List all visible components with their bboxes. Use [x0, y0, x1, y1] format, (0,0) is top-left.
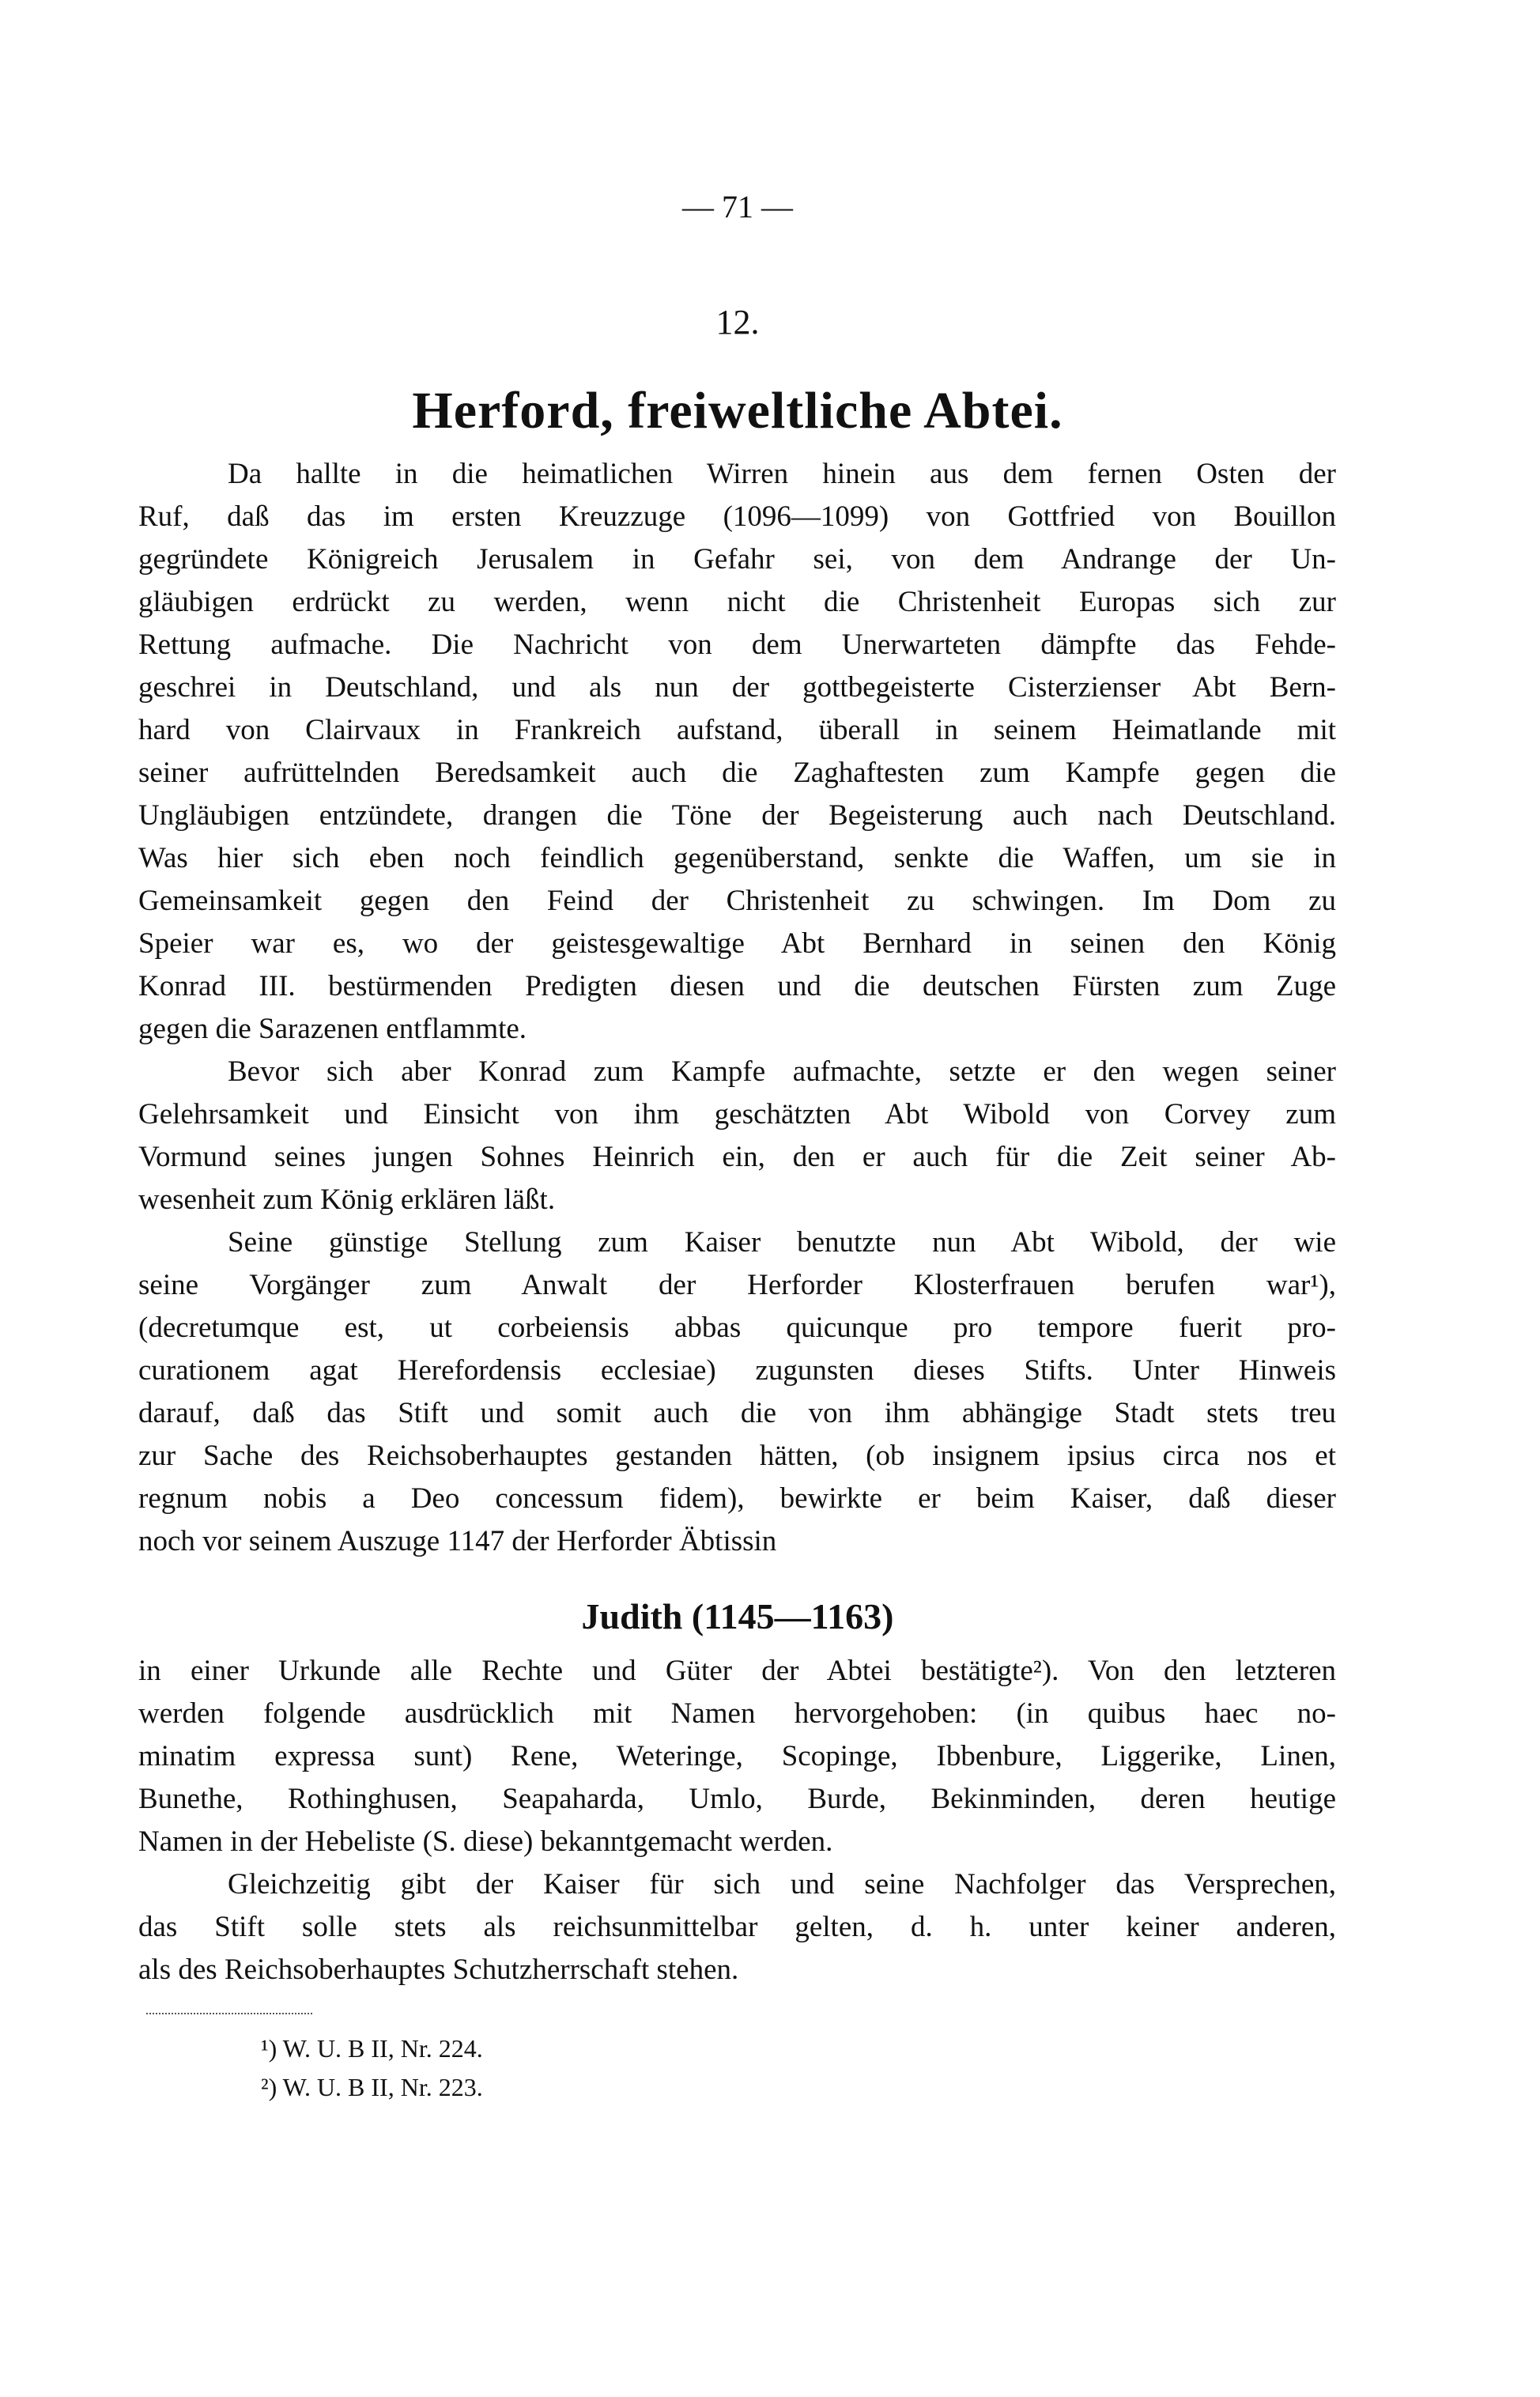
text-line: Vormund seines jungen Sohnes Heinrich ein, den er auch für die Zeit seiner Ab- — [138, 1141, 1336, 1173]
text-line: Bevor sich aber Konrad zum Kampfe aufmachte, setzte er den wegen seiner — [228, 1055, 1336, 1088]
text-line: seine Vorgänger zum Anwalt der Herforder Klosterfrauen berufen war¹), — [138, 1269, 1336, 1301]
text-line: das Stift solle stets als reichsunmittelbar gelten, d. h. unter keiner anderen, — [138, 1911, 1336, 1943]
text-line: als des Reichsoberhauptes Schutzherrschaft stehen. — [138, 1953, 739, 1986]
text-line: Bunethe, Rothinghusen, Seapaharda, Umlo, Burde, Bekinminden, deren heutige — [138, 1783, 1336, 1815]
text-line: werden folgende ausdrücklich mit Namen hervorgehoben: (in quibus haec no- — [138, 1697, 1336, 1730]
text-line: geschrei in Deutschland, und als nun der gottbegeisterte Cisterzienser Abt Bern- — [138, 671, 1336, 704]
text-line: regnum nobis a Deo concessum fidem), bewirkte er beim Kaiser, daß dieser — [138, 1482, 1336, 1515]
text-line: Da hallte in die heimatlichen Wirren hinein aus dem fernen Osten der — [228, 458, 1336, 490]
text-line: gegründete Königreich Jerusalem in Gefahr sei, von dem Andrange der Un- — [138, 543, 1336, 576]
body-section-2 — [138, 1650, 1336, 1991]
subheading: Judith (1145—1163) — [581, 1596, 894, 1636]
body-section-1 — [138, 453, 1336, 1563]
text-line: zur Sache des Reichsoberhauptes gestanden hätten, (ob insignem ipsius circa nos et — [138, 1440, 1336, 1472]
chapter-number: 12. — [715, 303, 760, 342]
text-line: darauf, daß das Stift und somit auch die von ihm abhängige Stadt stets treu — [138, 1397, 1336, 1429]
footnote-divider — [146, 2013, 312, 2014]
text-line: minatim expressa sunt) Rene, Weteringe, Scopinge, Ibbenbure, Liggerike, Linen, — [138, 1740, 1336, 1772]
footnote-2: ²) W. U. B II, Nr. 223. — [261, 2073, 483, 2101]
text-line: Ruf, daß das im ersten Kreuzzuge (1096—1099) von Gottfried von Bouillon — [138, 500, 1336, 533]
text-line: Rettung aufmache. Die Nachricht von dem Unerwarteten dämpfte das Fehde- — [138, 629, 1336, 661]
footnote-1: ¹) W. U. B II, Nr. 224. — [261, 2034, 483, 2063]
text-line: Konrad III. bestürmenden Predigten diesen und die deutschen Fürsten zum Zuge — [138, 970, 1336, 1002]
text-line: Ungläubigen entzündete, drangen die Töne der Begeisterung auch nach Deutschland. — [138, 799, 1336, 832]
text-line: gläubigen erdrückt zu werden, wenn nicht die Christenheit Europas sich zur — [138, 586, 1336, 618]
text-line: Seine günstige Stellung zum Kaiser benutzte nun Abt Wibold, der wie — [228, 1226, 1336, 1259]
text-line: noch vor seinem Auszuge 1147 der Herforder Äbtissin — [138, 1525, 777, 1557]
text-line: wesenheit zum König erklären läßt. — [138, 1183, 556, 1216]
text-line: curationem agat Herefordensis ecclesiae) zugunsten dieses Stifts. Unter Hinweis — [138, 1354, 1336, 1387]
page-number: — 71 — — [682, 189, 793, 225]
text-line: Speier war es, wo der geistesgewaltige Abt Bernhard in seinen den König — [138, 927, 1336, 960]
text-line: gegen die Sarazenen entflammte. — [138, 1013, 527, 1045]
text-line: Gelehrsamkeit und Einsicht von ihm geschätzten Abt Wibold von Corvey zum — [138, 1098, 1336, 1131]
text-line: Gemeinsamkeit gegen den Feind der Christenheit zu schwingen. Im Dom zu — [138, 885, 1336, 917]
text-line: in einer Urkunde alle Rechte und Güter der Abtei bestätigte²). Von den letzteren — [138, 1655, 1336, 1687]
text-line: seiner aufrüttelnden Beredsamkeit auch die Zaghaftesten zum Kampfe gegen die — [138, 757, 1336, 789]
chapter-title: Herford, freiweltliche Abtei. — [412, 382, 1063, 440]
text-line: Was hier sich eben noch feindlich gegenüberstand, senkte die Waffen, um sie in — [138, 842, 1336, 874]
text-line: hard von Clairvaux in Frankreich aufstand, überall in seinem Heimatlande mit — [138, 714, 1336, 746]
text-line: Gleichzeitig gibt der Kaiser für sich und seine Nachfolger das Versprechen, — [228, 1868, 1336, 1901]
text-line: (decretumque est, ut corbeiensis abbas quicunque pro tempore fuerit pro- — [138, 1312, 1336, 1344]
text-line: Namen in der Hebeliste (S. diese) bekanntgemacht werden. — [138, 1825, 833, 1858]
